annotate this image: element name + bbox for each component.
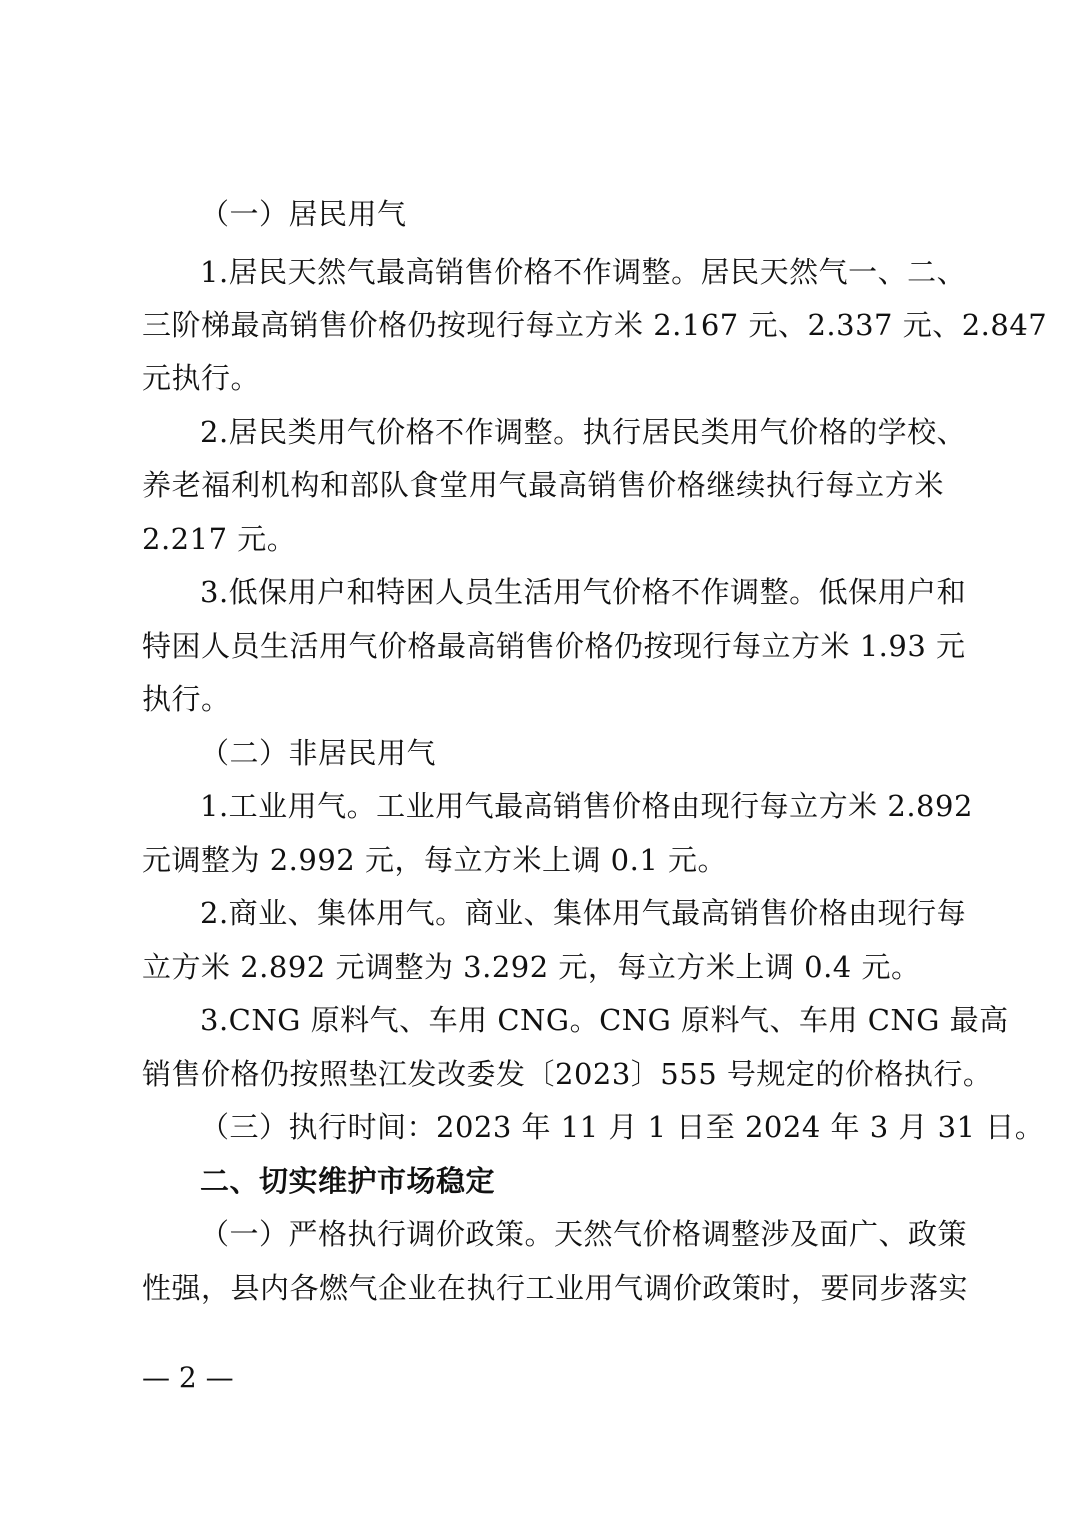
paragraph-line: 特困人员生活用气价格最高销售价格仍按现行每立方米 1.93 元 xyxy=(142,629,966,663)
paragraph-line: （一）严格执行调价政策。天然气价格调整涉及面广、政策 xyxy=(200,1217,968,1251)
paragraph-line: 3.低保用户和特困人员生活用气价格不作调整。低保用户和 xyxy=(200,575,967,609)
paragraph-line: 1.居民天然气最高销售价格不作调整。居民天然气一、二、 xyxy=(200,255,967,289)
paragraph-line: 2.217 元。 xyxy=(142,522,297,556)
paragraph-line: 立方米 2.892 元调整为 3.292 元，每立方米上调 0.4 元。 xyxy=(142,950,921,984)
paragraph-line: 元调整为 2.992 元，每立方米上调 0.1 元。 xyxy=(142,843,728,877)
paragraph-line: 性强，县内各燃气企业在执行工业用气调价政策时，要同步落实 xyxy=(142,1271,969,1305)
paragraph-line: 1.工业用气。工业用气最高销售价格由现行每立方米 2.892 xyxy=(200,789,973,823)
page-number: — 2 — xyxy=(142,1361,234,1394)
paragraph-line: 元执行。 xyxy=(142,361,261,395)
subheading-non-residential-gas: （二）非居民用气 xyxy=(200,736,437,770)
paragraph-line: 执行。 xyxy=(142,682,231,716)
subheading-residential-gas: （一）居民用气 xyxy=(200,197,407,231)
section-heading: 二、切实维护市场稳定 xyxy=(200,1164,496,1198)
paragraph-line: 2.居民类用气价格不作调整。执行居民类用气价格的学校、 xyxy=(200,415,967,449)
execution-time-line: （三）执行时间：2023 年 11 月 1 日至 2024 年 3 月 31 日。 xyxy=(200,1110,1045,1144)
paragraph-line: 销售价格仍按照垫江发改委发〔2023〕555 号规定的价格执行。 xyxy=(142,1057,993,1091)
paragraph-line: 2.商业、集体用气。商业、集体用气最高销售价格由现行每 xyxy=(200,896,967,930)
paragraph-line: 3.CNG 原料气、车用 CNG。CNG 原料气、车用 CNG 最高 xyxy=(200,1003,1009,1037)
paragraph-line: 三阶梯最高销售价格仍按现行每立方米 2.167 元、2.337 元、2.847 xyxy=(142,308,1048,342)
paragraph-line: 养老福利机构和部队食堂用气最高销售价格继续执行每立方米 xyxy=(142,468,944,502)
